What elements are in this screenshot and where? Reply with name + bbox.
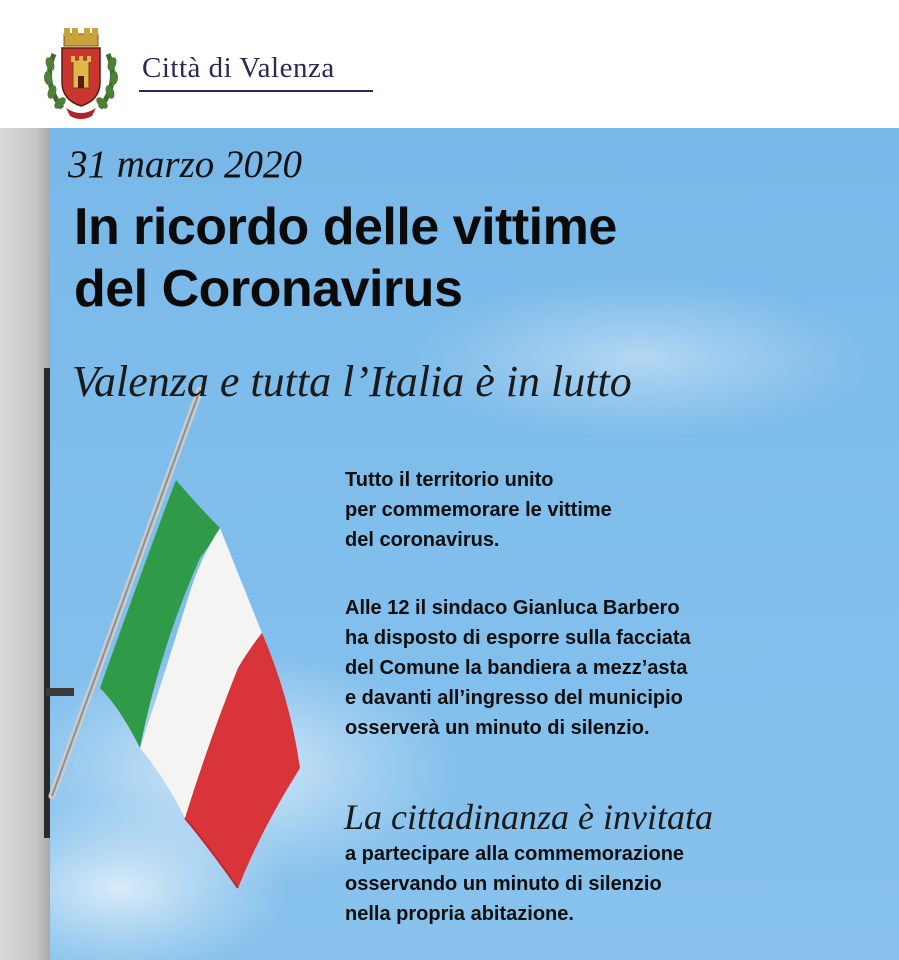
text-line: del Comune la bandiera a mezz’asta <box>345 657 688 679</box>
paragraph-invitation <box>345 839 865 929</box>
text-line: osserverà un minuto di silenzio. <box>345 717 650 739</box>
text-line: per commemorare le vittime <box>345 499 612 521</box>
text-line: osservando un minuto di silenzio <box>345 873 662 895</box>
text-line: Tutto il territorio unito <box>345 469 554 491</box>
poster-subtitle: Valenza e tutta l’Italia è in lutto <box>72 357 632 406</box>
text-line: ha disposto di esporre sulla facciata <box>345 627 691 649</box>
page-header <box>0 0 899 128</box>
paragraph-territory <box>345 465 865 555</box>
paragraph-mayor <box>345 593 865 743</box>
text-line: nella propria abitazione. <box>345 903 574 925</box>
poster-title <box>74 196 894 320</box>
text-line: e davanti all’ingresso del municipio <box>345 687 683 709</box>
city-name: Città di Valenza <box>142 52 335 84</box>
invite-heading: La cittadinanza è invitata <box>344 797 713 837</box>
title-line: In ricordo delle vittime <box>74 198 617 256</box>
city-crest-icon <box>40 24 122 120</box>
city-name-underline <box>139 90 373 92</box>
text-line: Alle 12 il sindaco Gianluca Barbero <box>345 597 680 619</box>
text-line: del coronavirus. <box>345 529 500 551</box>
text-line: a partecipare alla commemorazione <box>345 843 685 865</box>
commemoration-poster <box>0 128 899 960</box>
title-line: del Coronavirus <box>74 260 463 318</box>
poster-date: 31 marzo 2020 <box>68 143 303 186</box>
